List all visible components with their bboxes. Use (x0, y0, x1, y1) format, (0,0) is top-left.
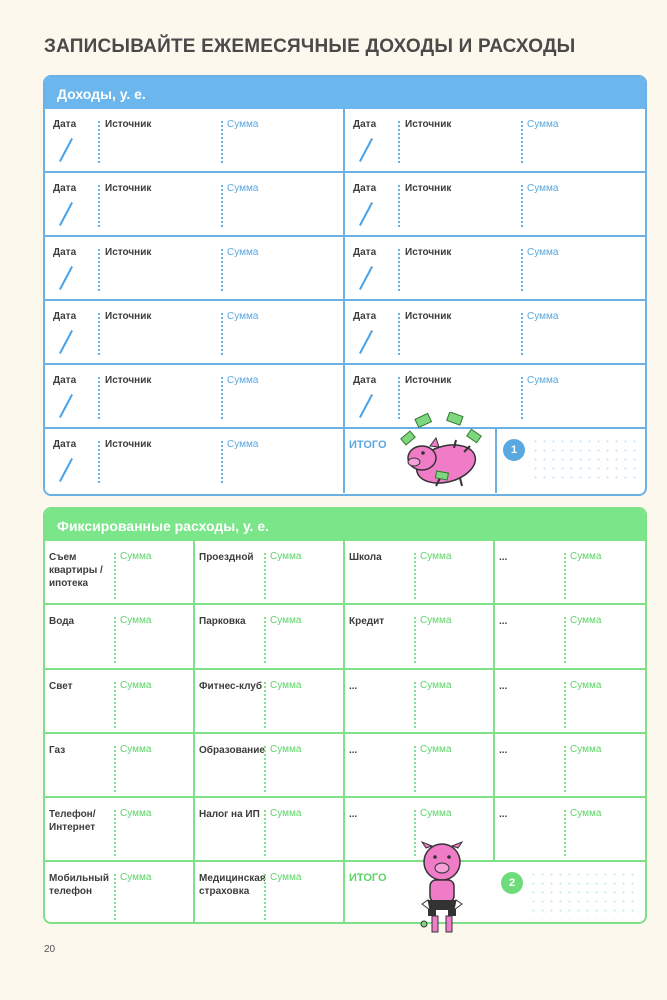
date-separator (59, 202, 73, 226)
expense-entry[interactable] (195, 605, 345, 669)
date-separator (359, 394, 373, 418)
expense-name: ... (499, 809, 508, 821)
sum-label: Сумма (527, 183, 559, 194)
date-label: Дата (353, 247, 377, 258)
income-entry[interactable] (345, 237, 645, 301)
date-label: Дата (53, 183, 77, 194)
expense-name: ... (349, 680, 358, 692)
fixed-expenses-section (43, 507, 647, 924)
sum-label: Сумма (527, 247, 559, 258)
sum-label: Сумма (420, 743, 452, 755)
date-label: Дата (353, 311, 377, 322)
date-label: Дата (353, 183, 377, 194)
dotted-divider (114, 553, 116, 599)
dotted-divider (114, 746, 116, 792)
dotted-divider (264, 746, 266, 792)
dotted-divider (414, 746, 416, 792)
expense-name: Образование (199, 744, 265, 756)
step-badge-1: 1 (503, 439, 525, 461)
date-label: Дата (53, 119, 77, 130)
income-total-label: ИТОГО (349, 439, 387, 451)
income-entry[interactable] (345, 365, 645, 429)
expense-entry[interactable] (495, 541, 645, 605)
income-section (43, 75, 647, 496)
sum-label: Сумма (270, 551, 302, 562)
sum-label: Сумма (420, 808, 452, 820)
dotted-divider (264, 810, 266, 856)
dotted-divider (398, 185, 400, 227)
dotted-divider (221, 249, 223, 291)
expense-entry[interactable] (345, 541, 495, 605)
income-header: Доходы, у. е. (45, 77, 645, 109)
income-grid (45, 109, 645, 494)
expense-entry[interactable] (45, 670, 195, 734)
dotted-divider (398, 313, 400, 355)
expense-name: ... (349, 744, 358, 756)
sum-label: Сумма (227, 247, 259, 258)
date-label: Дата (53, 311, 77, 322)
date-separator (359, 330, 373, 354)
expense-name: Газ (49, 744, 66, 756)
sum-label: Сумма (570, 551, 602, 562)
expense-entry[interactable] (45, 798, 195, 862)
expense-name: Налог на ИП (199, 809, 260, 821)
fixed-expenses-header: Фиксированные расходы, у. е. (45, 509, 645, 541)
expense-entry[interactable] (45, 605, 195, 669)
sum-label: Сумма (270, 808, 302, 820)
dotted-divider (98, 441, 100, 483)
expense-name: ... (499, 680, 508, 692)
source-label: Источник (105, 439, 152, 450)
dotted-divider (98, 121, 100, 163)
expense-name: ... (349, 809, 358, 821)
expense-name: ... (499, 744, 508, 756)
income-entry[interactable] (345, 173, 645, 237)
dotted-divider (521, 377, 523, 419)
expense-name: Парковка (199, 616, 246, 628)
sum-label: Сумма (270, 615, 302, 627)
expense-name: Школа (349, 552, 382, 563)
income-entry[interactable] (45, 109, 345, 173)
source-label: Источник (405, 247, 452, 258)
dotted-divider (521, 313, 523, 355)
sum-label: Сумма (120, 808, 152, 820)
dotted-divider (221, 185, 223, 227)
sum-label: Сумма (570, 679, 602, 691)
source-label: Источник (405, 183, 452, 194)
income-entry[interactable] (45, 365, 345, 429)
dotted-divider (414, 617, 416, 663)
income-total-cell[interactable] (345, 429, 645, 493)
expense-name: Вода (49, 616, 75, 628)
dotted-divider (114, 682, 116, 728)
sum-label: Сумма (270, 743, 302, 755)
sum-label: Сумма (570, 615, 602, 627)
expense-name: Съем квартиры / ипотека (49, 552, 103, 589)
expense-entry[interactable] (495, 734, 645, 798)
sum-label: Сумма (120, 743, 152, 755)
source-label: Источник (105, 247, 152, 258)
dotted-divider (221, 377, 223, 419)
income-entry[interactable] (45, 237, 345, 301)
source-label: Источник (105, 311, 152, 322)
sum-label: Сумма (227, 311, 259, 322)
expense-name: Фитнес-клуб (199, 680, 263, 692)
dotted-divider (398, 121, 400, 163)
dotted-divider (98, 185, 100, 227)
expense-entry[interactable] (345, 605, 495, 669)
income-entry[interactable] (45, 173, 345, 237)
dotted-divider (221, 121, 223, 163)
page-number: 20 (44, 944, 56, 955)
pig-empty-pockets-icon (404, 840, 480, 940)
dotted-divider (521, 121, 523, 163)
date-separator (59, 266, 73, 290)
dotted-divider (264, 617, 266, 663)
dotted-divider (414, 553, 416, 599)
income-total-area[interactable] (495, 429, 645, 493)
sum-label: Сумма (227, 119, 259, 130)
date-separator (359, 138, 373, 162)
sum-label: Сумма (420, 615, 452, 627)
dotted-divider (521, 185, 523, 227)
sum-label: Сумма (120, 551, 152, 562)
source-label: Источник (405, 119, 452, 130)
dotted-divider (521, 249, 523, 291)
income-entry[interactable] (45, 301, 345, 365)
source-label: Источник (105, 183, 152, 194)
dotted-divider (98, 313, 100, 355)
date-separator (59, 458, 73, 482)
date-separator (359, 202, 373, 226)
dot-grid (529, 870, 639, 918)
sum-label: Сумма (270, 872, 302, 884)
source-label: Источник (405, 311, 452, 322)
date-separator (59, 138, 73, 162)
income-entry[interactable] (45, 429, 345, 493)
sum-label: Сумма (120, 679, 152, 691)
date-label: Дата (53, 439, 77, 450)
date-separator (59, 330, 73, 354)
expense-name: ... (499, 552, 508, 563)
expense-entry[interactable] (195, 734, 345, 798)
dotted-divider (98, 377, 100, 419)
expense-entry[interactable] (345, 734, 495, 798)
dotted-divider (564, 746, 566, 792)
step-badge-2: 2 (501, 872, 523, 894)
expense-entry[interactable] (195, 862, 345, 924)
page-title: ЗАПИСЫВАЙТЕ ЕЖЕМЕСЯЧНЫЕ ДОХОДЫ И РАСХОДЫ (44, 36, 576, 57)
date-separator (59, 394, 73, 418)
dotted-divider (221, 441, 223, 483)
fixed-total-label: ИТОГО (349, 872, 387, 885)
expense-entry[interactable] (195, 670, 345, 734)
dotted-divider (114, 874, 116, 920)
date-label: Дата (53, 247, 77, 258)
expense-name: Мобильный телефон (49, 873, 109, 898)
expense-name: Кредит (349, 616, 385, 628)
expense-entry[interactable] (495, 605, 645, 669)
source-label: Источник (105, 119, 152, 130)
expense-name: Медицинская страховка (199, 873, 266, 898)
sum-label: Сумма (527, 119, 559, 130)
dotted-divider (398, 249, 400, 291)
sum-label: Сумма (570, 808, 602, 820)
expense-entry[interactable] (495, 670, 645, 734)
dotted-divider (564, 682, 566, 728)
source-label: Источник (105, 375, 152, 386)
expense-entry[interactable] (45, 734, 195, 798)
expense-entry[interactable] (45, 541, 195, 605)
sum-label: Сумма (120, 615, 152, 627)
expense-entry[interactable] (345, 670, 495, 734)
income-entry[interactable] (345, 301, 645, 365)
expense-name: Телефон/ Интернет (49, 809, 96, 834)
sum-label: Сумма (120, 872, 152, 884)
fixed-total-area[interactable] (495, 862, 645, 924)
expense-entry[interactable] (45, 862, 195, 924)
date-label: Дата (53, 375, 77, 386)
date-label: Дата (353, 375, 377, 386)
sum-label: Сумма (227, 439, 259, 450)
dotted-divider (564, 810, 566, 856)
dotted-divider (264, 553, 266, 599)
pig-with-money-icon (396, 412, 488, 494)
expense-entry[interactable] (495, 798, 645, 862)
sum-label: Сумма (527, 375, 559, 386)
dotted-divider (114, 810, 116, 856)
sum-label: Сумма (227, 183, 259, 194)
income-entry[interactable] (345, 109, 645, 173)
dotted-divider (114, 617, 116, 663)
source-label: Источник (405, 375, 452, 386)
sum-label: Сумма (420, 679, 452, 691)
date-label: Дата (353, 119, 377, 130)
sum-label: Сумма (527, 311, 559, 322)
dotted-divider (98, 249, 100, 291)
expense-entry[interactable] (195, 541, 345, 605)
dotted-divider (264, 874, 266, 920)
dotted-divider (221, 313, 223, 355)
dotted-divider (564, 617, 566, 663)
expense-name: Свет (49, 680, 73, 692)
expense-entry[interactable] (195, 798, 345, 862)
dot-grid (531, 437, 639, 485)
sum-label: Сумма (227, 375, 259, 386)
sum-label: Сумма (270, 679, 302, 691)
expense-name: Проездной (199, 552, 254, 563)
dotted-divider (414, 682, 416, 728)
fixed-expenses-grid (45, 541, 645, 922)
expense-name: ... (499, 616, 508, 628)
sum-label: Сумма (420, 551, 452, 562)
dotted-divider (564, 553, 566, 599)
dotted-divider (264, 682, 266, 728)
sum-label: Сумма (570, 743, 602, 755)
date-separator (359, 266, 373, 290)
